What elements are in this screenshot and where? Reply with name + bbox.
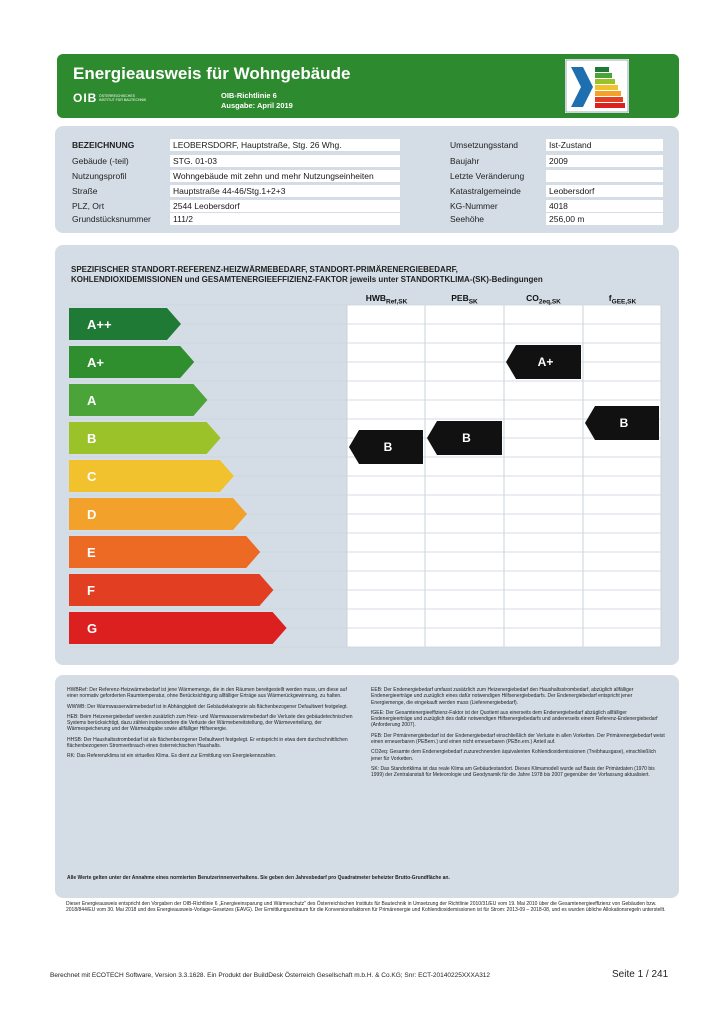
definitions-panel: [55, 675, 679, 898]
definition-entry: SK: Das Standortklima ist das reale Klima am Gebäudestandort. Dieses Klimamodell wurde auf Basis der Primärdaten (1970 bis 1999) der Zentralanstalt für Meteorologie und Geodynamik für die Jahre 1978 bis 2007 gegenüber der Vorfassung aktualisiert.: [371, 765, 655, 779]
energy-rating-panel: [55, 245, 679, 665]
definitions-left: [67, 687, 357, 764]
edition-label: Ausgabe: April 2019: [221, 101, 293, 110]
info-label: Grundstücksnummer: [72, 214, 151, 224]
energy-class-label: C: [87, 469, 97, 484]
info-value: 2009: [546, 155, 663, 167]
rating-marker-label: A+: [537, 355, 554, 369]
energy-class-label: A+: [87, 355, 104, 370]
definition-entry: CO2eq: Gesamte dem Endenergiebedarf zuzurechnenden äquivalenten Kohlendioxidemissionen (Treibhausgase), einschließlich jener für Vorketten.: [371, 749, 656, 762]
energy-class-arrow: [69, 612, 287, 644]
info-value: [546, 170, 663, 182]
info-value: Hauptstraße 44-46/Stg.1+2+3: [170, 185, 400, 197]
info-value: 111/2: [170, 213, 400, 225]
info-value: 4018: [546, 200, 663, 212]
energy-class-arrow: [69, 308, 181, 340]
legal-notice: Dieser Energieausweis entspricht den Vorgaben der OIB-Richtlinie 6 „Energieeinsparung und Wärmeschutz" des Österreichischen Instituts für Bautechnik in Umsetzung der Richtlinie 2010/31/EU vom 19. Mai 2010 über die Gesamtenergieeffizienz von Gebäuden bzw. 2018/844/EU vom 30. Mai 2018 und des Energieausweis-Vorlage-Gesetzes (EAVG). Der Ermittlungszeitraum für die Konversionsfaktoren für Primärenergie und Kohlendioxidemissionen ist für Strom: 2013-09 – 2018-08, und es wurden übliche Allokationsregeln unterstellt.: [66, 901, 666, 913]
definition-entry: HHSB: Der Haushaltsstrombedarf ist als flächenbezogener Defaultwert festgelegt. Er entspricht in etwa dem durchschnittlichen flächenbezogenen Stromverbrauch eines österreichischen Haushalts.: [67, 736, 348, 750]
info-value: 256,00 m: [546, 213, 663, 225]
definition-entry: fGEE: Der Gesamtenergieeffizienz-Faktor ist der Quotient aus einerseits dem Endenergiebedarf abzüglich allfälliger Endenergieerträge und zuzüglich des dafür notwendigen Hilfsenergiebedarfs und andererseits einem Referenz-Endenergiebedarf (Anforderung 2007).: [371, 709, 658, 729]
oib-logo: OIB: [73, 91, 98, 105]
rating-title-line-1: SPEZIFISCHER STANDORT-REFERENZ-HEIZWÄRMEBEDARF, STANDORT-PRIMÄRENERGIEBEDARF,: [71, 265, 458, 274]
rating-column-header: $HWB_{Ref,SK}$: [365, 293, 408, 306]
energy-class-arrow: [69, 536, 260, 568]
rating-chart: [55, 245, 679, 665]
info-label: KG-Nummer: [450, 201, 498, 211]
energy-class-label: A: [87, 393, 97, 408]
energy-class-label: G: [87, 621, 98, 636]
rating-title-line-2: KOHLENDIOXIDEMISSIONEN und GESAMTENERGIEEFFIZIENZ-FAKTOR jeweils unter STANDORTKLIMA-(SK)-Bedingungen: [71, 275, 543, 284]
info-label: Baujahr: [450, 156, 480, 166]
info-value: LEOBERSDORF, Hauptstraße, Stg. 26 Whg.: [170, 139, 400, 151]
info-label: Nutzungsprofil: [72, 171, 127, 181]
rating-column-header: $CO_{2eq,SK}$: [526, 293, 561, 306]
info-label: Katastralgemeinde: [450, 186, 521, 196]
page-number: Seite 1 / 241: [612, 969, 669, 980]
info-label: Letzte Veränderung: [450, 171, 525, 181]
energy-class-arrow: [69, 574, 273, 606]
info-value: Wohngebäude mit zehn und mehr Nutzungseinheiten: [170, 170, 400, 182]
rating-marker-label: B: [383, 440, 393, 454]
info-label: Straße: [72, 186, 98, 196]
info-label: PLZ, Ort: [72, 201, 105, 211]
info-label: BEZEICHNUNG: [72, 140, 135, 150]
info-label: Gebäude (-teil): [72, 156, 129, 166]
definition-entry: HWBRef: Der Referenz-Heizwärmebedarf ist jene Wärmemenge, die in den Räumen bereitgestellt werden muss, um diese auf einer normativ geforderten Raumtemperatur, ohne Berücksichtigung allfälliger Erträge aus Wärmerückgewinnung, zu halten.: [67, 687, 347, 700]
energy-class-label: D: [87, 507, 97, 522]
rating-marker-label: B: [619, 416, 629, 430]
document-title: Energieausweis für Wohngebäude: [73, 64, 351, 83]
software-footer: Berechnet mit ECOTECH Software, Version 3.3.1628. Ein Produkt der BuildDesk Österreich Gesellschaft m.b.H. & Co.KG; Snr: ECT-20140225XXXA312: [50, 972, 491, 979]
info-value: 2544 Leobersdorf: [170, 200, 400, 212]
guideline-label: OIB-Richtlinie 6: [221, 91, 277, 100]
definitions-footnote: Alle Werte gelten unter der Annahme eines normierten Benutzerinnenverhaltens. Sie geben den Jahresbedarf pro Quadratmeter beheizter Brutto-Grundfläche an.: [67, 875, 450, 881]
energy-class-label: B: [87, 431, 97, 446]
energy-class-label: A++: [87, 317, 112, 332]
definition-entry: EEB: Der Endenergiebedarf umfasst zusätzlich zum Heizenergiebedarf den Haushaltsstrombedarf, abzüglich allfälliger Endenergieerträge und zuzüglich eines dafür notwendigen Hilfsenergiebedarfs. Der Endenergiebedarf entspricht jener Energiemenge, die eingekauft werden muss (Lieferenergiebedarf).: [371, 687, 634, 706]
rating-marker-label: B: [462, 431, 471, 445]
energy-class-label: F: [87, 583, 95, 598]
info-label: Seehöhe: [450, 214, 485, 224]
rating-column-header: $f_{GEE,SK}$: [608, 293, 637, 306]
header-banner: [57, 54, 679, 118]
rating-column-header: $PEB_{SK}$: [451, 293, 478, 306]
info-label: Umsetzungsstand: [450, 140, 519, 150]
definitions-right: [371, 687, 667, 783]
definition-entry: PEB: Der Primärenergiebedarf ist der Endenergiebedarf einschließlich der Verluste in allen Vorketten. Der Primärenergiebedarf weist einen erneuerbaren (PEBern.) und einen nicht erneuerbaren (PEBn.ern.) Anteil auf.: [371, 732, 665, 746]
energy-label-logo-icon: [565, 59, 629, 113]
definition-entry: RK: Das Referenzklima ist ein virtuelles Klima. Es dient zur Ermittlung von Energiekennzahlen.: [67, 753, 277, 760]
definition-entry: HEB: Beim Heizenergiebedarf werden zusätzlich zum Heiz- und Warmwasserwärmebedarf die Verluste des gebäudetechnischen Systems berücksichtigt, dazu zählen insbesondere die Verluste der Wärmebereitstellung, der Wärmeverteilung, der Wärmespeicherung und der Wärmeabgabe sowie allfälliger Hilfsenergie.: [67, 713, 353, 733]
energy-class-label: E: [87, 545, 96, 560]
info-value: Leobersdorf: [546, 185, 663, 197]
info-value: Ist-Zustand: [546, 139, 663, 151]
definition-entry: WWWB: Der Warmwasserwärmebedarf ist in Abhängigkeit der Gebäudekategorie als flächenbezogener Defaultwert festgelegt.: [67, 703, 348, 710]
oib-logo-subtitle: ÖSTERREICHISCHES INSTITUT FÜR BAUTECHNIK: [99, 94, 147, 102]
info-value: STG. 01-03: [170, 155, 400, 167]
